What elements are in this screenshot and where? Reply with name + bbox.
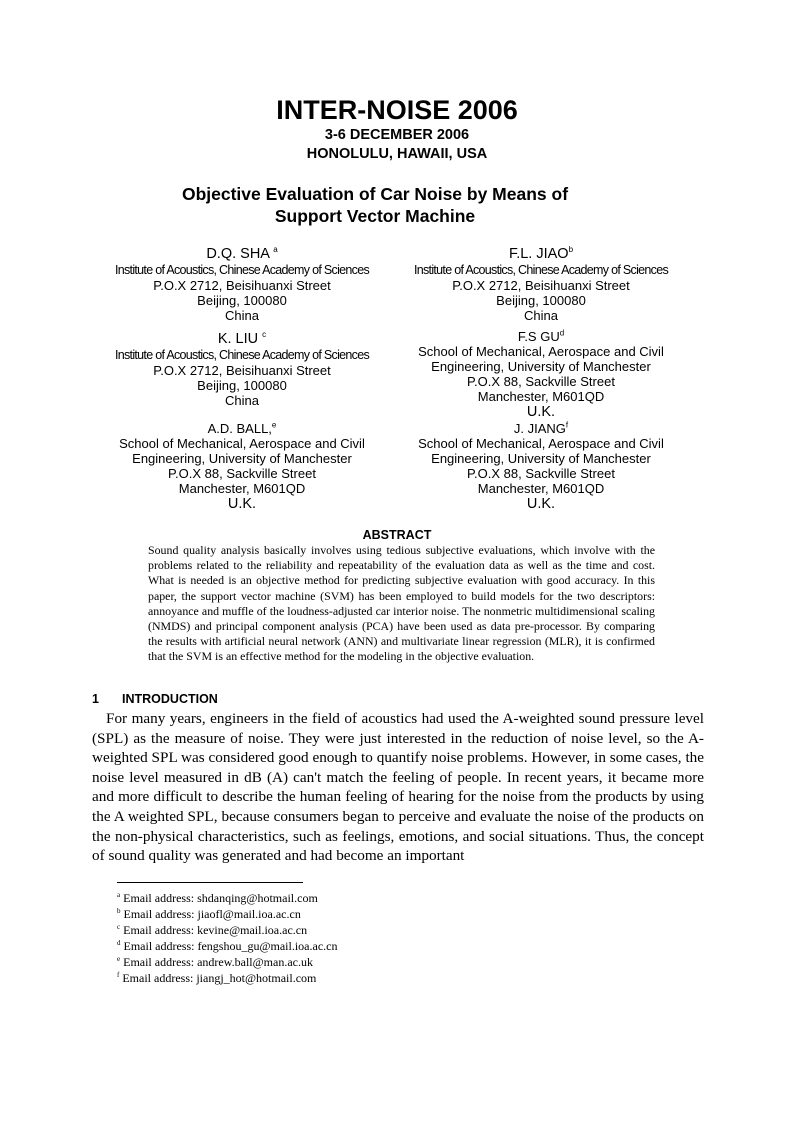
section-paragraph: For many years, engineers in the field of acoustics had used the A-weighted sound pressure level (SPL) as the measure of noise. They were just interested in the reduction of noise level, so the A-weighted SPL was considered good enough to quantify noise problems. However, in some cases, the noise level measured in dB (A) can't match the feeling of people. In recent years, it became more and more difficult to describe the human feeling of hearing for the noise from the products by using the A weighted SPL, because consumers began to perceive and evaluate the noise of the products on the non-physical characteristics, such as feelings, emotions, and social situations. Thus, the concept of sound quality was generated and had become an important xyxy=(92,710,704,865)
author-name: F.S GU xyxy=(517,329,560,344)
author-institution: School of Mechanical, Aerospace and Civil xyxy=(418,344,664,359)
section-heading xyxy=(92,692,218,706)
footnote-divider xyxy=(117,882,303,883)
footnote xyxy=(117,890,338,906)
section-body xyxy=(92,709,704,866)
author-institution: School of Mechanical, Aerospace and Civil xyxy=(418,436,664,451)
paper-title-line-1: Objective Evaluation of Car Noise by Means of xyxy=(181,184,569,204)
footnotes xyxy=(117,890,338,986)
footnote-mark: e xyxy=(117,955,121,963)
footnote-mark: f xyxy=(117,971,120,979)
section-title: INTRODUCTION xyxy=(122,692,218,706)
author-country: U.K. xyxy=(227,496,257,512)
author-city: Beijing, 100080 xyxy=(496,293,586,308)
author-address: P.O.X 2712, Beisihuanxi Street xyxy=(153,278,331,293)
abstract-heading: ABSTRACT xyxy=(362,528,432,542)
footnote-mark: a xyxy=(117,891,121,899)
author-city: Beijing, 100080 xyxy=(197,293,287,308)
footnote-mark: b xyxy=(117,907,121,915)
author-institution: Institute of Acoustics, Chinese Academy of Sciences xyxy=(114,263,370,277)
paper-title-line-2: Support Vector Machine xyxy=(274,206,476,226)
author-department: Engineering, University of Manchester xyxy=(431,359,651,374)
author-name: D.Q. SHA xyxy=(206,246,270,262)
author-mark: b xyxy=(568,245,574,255)
conference-dates: 3-6 DECEMBER 2006 xyxy=(324,127,470,143)
footnote-text: Email address: jiaofl@mail.ioa.ac.cn xyxy=(123,907,301,921)
footnote-text: Email address: fengshou_gu@mail.ioa.ac.cn xyxy=(123,939,338,953)
footnote-text: Email address: andrew.ball@man.ac.uk xyxy=(123,955,313,969)
author-institution: School of Mechanical, Aerospace and Civil xyxy=(119,436,365,451)
author-city: Manchester, M601QD xyxy=(477,481,605,496)
conference-location: HONOLULU, HAWAII, USA xyxy=(306,146,488,162)
conference-title: INTER-NOISE 2006 xyxy=(276,95,518,125)
author-name: A.D. BALL, xyxy=(207,421,272,436)
author-city: Beijing, 100080 xyxy=(197,378,287,393)
footnote-text: Email address: kevine@mail.ioa.ac.cn xyxy=(123,923,308,937)
author-mark: e xyxy=(271,420,277,430)
author-country: China xyxy=(225,308,259,323)
author-country: U.K. xyxy=(526,404,556,420)
author-mark: c xyxy=(262,330,267,340)
footnote-mark: c xyxy=(117,923,121,931)
author-name: J. JIANG xyxy=(513,421,566,436)
author-address: P.O.X 2712, Beisihuanxi Street xyxy=(153,363,331,378)
author-gu xyxy=(391,329,691,421)
footnote-text: Email address: shdanqing@hotmail.com xyxy=(123,891,318,905)
footnote-text: Email address: jiangj_hot@hotmail.com xyxy=(122,971,317,985)
author-country: U.K. xyxy=(526,496,556,512)
author-name: K. LIU xyxy=(217,331,259,347)
author-sha xyxy=(92,246,392,323)
abstract-text: Sound quality analysis basically involves using tedious subjective evaluations, which involve with the problems related to the reliability and repeatability of the evaluation data as well as the time and cost. What is needed is an objective method for predicting subjective evaluation with good accuracy. In this paper, the support vector machine (SVM) has been employed to build models for the two descriptors: annoyance and muffle of the loudness-adjusted car interior noise. The nonmetric multidimensional scaling (NMDS) and principal component analysis (PCA) have been used as data pre-processor. By comparing the results with artificial neural network (ANN) and multivariate linear regression (MLR), it is confirmed that the SVM is an effective method for the modeling in the objective evaluation. xyxy=(148,543,655,664)
author-address: P.O.X 2712, Beisihuanxi Street xyxy=(452,278,630,293)
author-address: P.O.X 88, Sackville Street xyxy=(467,466,615,481)
footnote xyxy=(117,970,338,986)
footnote xyxy=(117,954,338,970)
author-address: P.O.X 88, Sackville Street xyxy=(168,466,316,481)
author-city: Manchester, M601QD xyxy=(178,481,306,496)
author-mark: d xyxy=(559,328,565,338)
author-department: Engineering, University of Manchester xyxy=(431,451,651,466)
author-ball xyxy=(92,421,392,513)
footnote xyxy=(117,922,338,938)
section-number: 1 xyxy=(92,692,99,706)
author-city: Manchester, M601QD xyxy=(477,389,605,404)
author-department: Engineering, University of Manchester xyxy=(132,451,352,466)
paper-title xyxy=(100,183,650,227)
author-institution: Institute of Acoustics, Chinese Academy of Sciences xyxy=(413,263,669,277)
author-liu xyxy=(92,331,392,408)
author-name: F.L. JIAO xyxy=(508,246,569,262)
footnote xyxy=(117,938,338,954)
author-institution: Institute of Acoustics, Chinese Academy of Sciences xyxy=(114,348,370,362)
footnote-mark: d xyxy=(117,939,121,947)
author-country: China xyxy=(225,393,259,408)
author-address: P.O.X 88, Sackville Street xyxy=(467,374,615,389)
author-country: China xyxy=(524,308,558,323)
author-jiao xyxy=(391,246,691,323)
footnote xyxy=(117,906,338,922)
author-mark: f xyxy=(565,420,569,430)
author-mark: a xyxy=(273,245,278,255)
author-jiang xyxy=(391,421,691,513)
